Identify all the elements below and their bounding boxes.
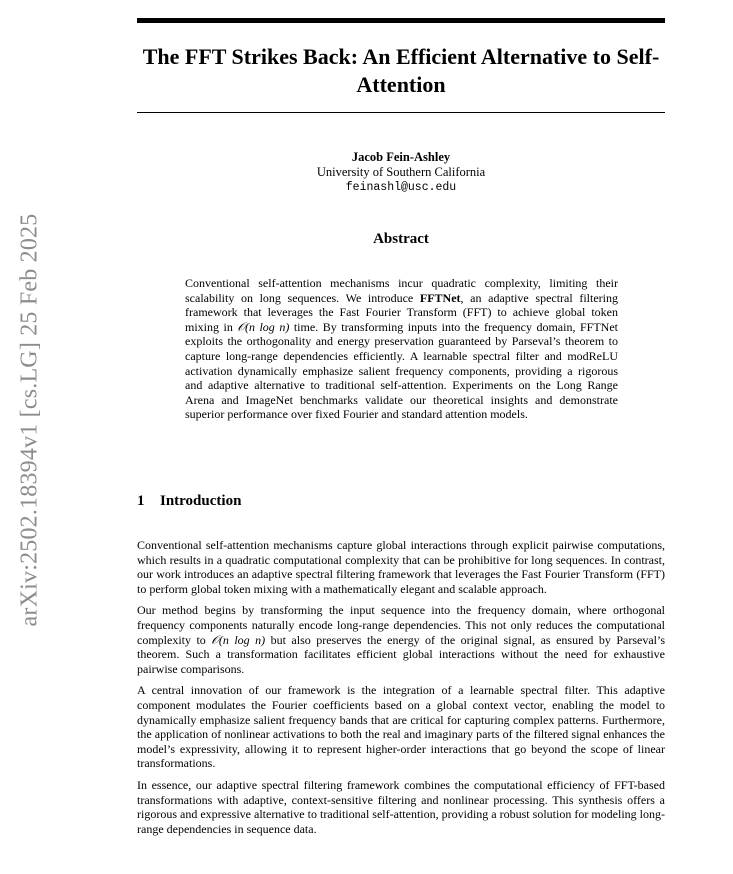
author-name: Jacob Fein-Ashley — [351, 150, 451, 164]
intro-paragraph-3: A central innovation of our framework is the integration of a learnable spectral filter. This adaptive component modulates the Fourier coefficients based on a global context vector, enabling the model to dynamically emphasize salient frequency bands that are critical for capturing complex patterns. Furthermore, the application of nonlinear activations to both the real and imaginary parts of the filtered signal enhances the model’s expressivity, allowing it to represent higher-order interactions that go beyond the scope of linear transformations. — [137, 683, 665, 771]
section-body — [137, 538, 665, 843]
author-email: feinashl@usc.edu — [345, 181, 457, 194]
abstract-text-start: Conventional self-attention mechanisms incur quadratic complexity, limiting their scalability on long sequences. We introduce — [185, 276, 618, 305]
intro-p2-complexity: 𝒪(n log n) — [211, 632, 266, 647]
intro-p2-end: but also preserves the energy of the original signal, as ensured by Parseval’s theorem. Such a transformation facilitates efficient global interactions without the need for exhaustive pairwise comparisons. — [137, 632, 665, 676]
intro-paragraph-1: Conventional self-attention mechanisms capture global interactions through explicit pairwise computations, which results in a quadratic computational complexity that can be prohibitive for long sequences. In contrast, our work introduces an adaptive spectral filtering framework that leverages the Fast Fourier Transform (FFT) to perform global token mixing with a mathematically elegant and scalable approach. — [137, 538, 665, 596]
intro-p2-start: Our method begins by transforming the input sequence into the frequency domain, where orthogonal frequency components naturally encode long-range dependencies. This not only reduces the computational complexity to — [137, 603, 665, 647]
abstract-complexity: 𝒪(n log n) — [237, 319, 290, 334]
author-block — [137, 150, 665, 195]
intro-paragraph-2 — [137, 603, 665, 676]
abstract-highlight: FFTNet — [419, 290, 461, 305]
title-bottom-rule — [137, 112, 665, 113]
author-affiliation: University of Southern California — [316, 165, 486, 179]
arxiv-identifier: arXiv:2502.18394v1 [cs.LG] 25 Feb 2025 — [16, 213, 43, 627]
section-title: Introduction — [160, 493, 242, 509]
abstract-text-middle: , an adaptive spectral filtering framework that leverages the Fast Fourier Transform (FFT) to achieve global token mixing in — [185, 290, 618, 334]
abstract-text — [185, 276, 618, 422]
title-top-rule — [137, 18, 665, 23]
intro-paragraph-4: In essence, our adaptive spectral filtering framework combines the computational efficiency of FFT-based transformations with adaptive, context-sensitive filtering and nonlinear processing. This synthesis offers a rigorous and expressive alternative to traditional self-attention, providing a robust solution for modeling long-range dependencies in sequence data. — [137, 777, 665, 836]
paper-title: The FFT Strikes Back: An Efficient Alternative to Self-Attention — [142, 44, 660, 97]
section-heading — [137, 493, 241, 510]
abstract-text-end: time. By transforming inputs into the frequency domain, FFTNet exploits the orthogonality and energy preservation guaranteed by Parseval’s theorem to capture long-range dependencies efficiently. A learnable spectral filter and modReLU activation dynamically emphasize salient frequency components, providing a rigorous and adaptive alternative to traditional self-attention. Experiments on the Long Range Arena and ImageNet benchmarks validate our theoretical insights and demonstrate superior performance over fixed Fourier and standard attention models. — [185, 319, 618, 422]
abstract-heading: Abstract — [373, 231, 429, 247]
section-number: 1 — [137, 493, 145, 509]
